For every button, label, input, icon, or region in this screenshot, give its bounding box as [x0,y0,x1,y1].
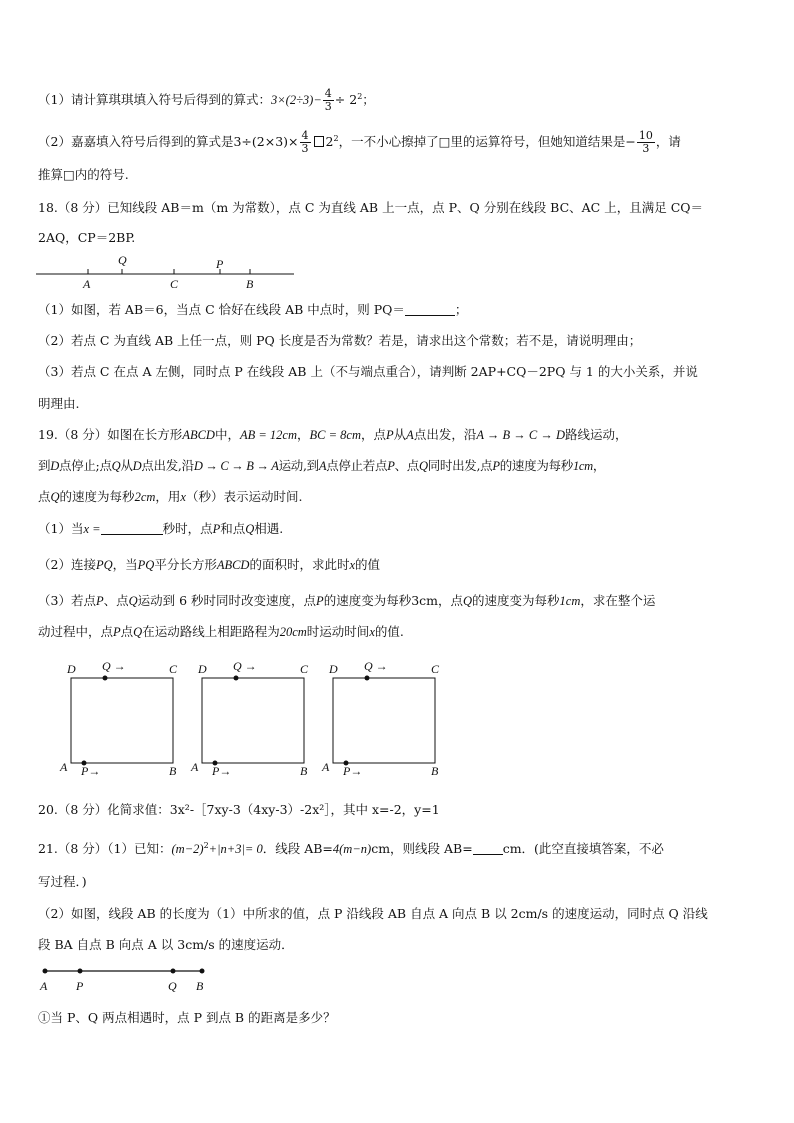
label-b: B [431,764,439,778]
t: 点 [38,489,51,504]
t: 路线运动， [565,427,628,442]
t: 的速度变为每秒3cm，点 [323,593,463,608]
t: Q [418,459,428,473]
q17-p1-frac-den: 3 [324,100,332,114]
q17-p2-result-den: 3 [642,142,650,156]
label-b: B [169,764,177,778]
q19-stem-line3 [38,488,302,506]
q17-p2-frac-num: 4 [301,129,309,143]
t: 的值 [355,557,381,572]
t: D [50,459,59,473]
q19-part2 [38,556,380,574]
q18-part2: （2）若点 C 为直线 AB 上任一点，则 PQ 长度是否为常数？若是，请求出这个常数；若不是，请说明理由； [38,333,642,348]
t: ， [592,458,606,473]
t: 在运动路线上相距路程为 [142,624,280,639]
t: ，当 [112,557,138,572]
t: BC = 8cm [309,428,361,442]
q17-p2-result-num: 10 [638,129,653,143]
t: 同时出发,点 [427,458,493,473]
t: 点出发,沿 [141,458,194,473]
label-p: P→ [212,764,232,778]
t: x [180,490,186,504]
q19-part1 [38,520,283,538]
t: 点停止若点 [326,458,388,473]
t: (m−2) [171,842,204,857]
label-q: Q → [102,659,126,673]
q21-part1-line1 [38,837,664,858]
label-q: Q → [364,659,388,673]
label-a: A [322,760,330,774]
t: Q [245,522,255,536]
q19-p1-answer-blank[interactable] [101,534,163,535]
t: 动过程中，点 [38,624,114,639]
label-q: Q → [233,659,257,673]
q21-part2-line1: （2）如图，线段 AB 的长度为（1）中所求的值，点 P 沿线段 AB 自点 A 向点 B 以 2cm/s 的速度运动，同时点 Q 沿线 [38,906,708,921]
label-p: P→ [343,764,363,778]
point-q [234,676,239,681]
q18-p1-end: ； [454,302,468,317]
t: P [95,594,104,608]
label-p: P [76,979,84,993]
q17-p2-fraction [300,130,311,155]
label-b: B [300,764,308,778]
q17-p2-mid: ，一不小心擦掉了□里的运算符号，但她知道结果是 [338,134,626,150]
t: 2cm [134,490,156,504]
t: 1cm [572,459,593,473]
erased-operator-box [314,136,324,147]
q19-stem-line1 [38,426,628,444]
t: 运动到 6 秒时同时改变速度，点 [137,593,317,608]
t: x = [83,522,101,536]
q17-p2-prefix: （2）嘉嘉填入符号后得到的算式是 [38,134,234,150]
q19-stem-line2 [38,457,605,475]
t: PQ [95,558,113,572]
q17-p2-exponent: 2 [333,134,339,143]
rectangle [71,678,173,763]
t: 、点 [103,593,129,608]
t: AB = 12cm [239,428,297,442]
q18-segment-figure [30,254,300,292]
q18-label-q: Q [118,254,127,267]
q19-rectangles-figure [55,655,455,780]
point-b [200,969,205,974]
q18-label-b: B [246,277,254,291]
label-a: A [40,979,48,993]
point-q [365,676,370,681]
t: ABCD [216,558,250,572]
label-c: C [169,662,178,676]
label-c: C [300,662,309,676]
t: 点停止;点 [58,458,112,473]
q21-sub1: ①当 P、Q 两点相遇时，点 P 到点 B 的距离是多少？ [38,1010,336,1025]
t: （秒）表示运动时间. [185,489,303,504]
rectangle [202,678,304,763]
t: D → C → B → A [193,459,279,473]
q21-part2-line2: 段 BA 自点 B 向点 A 以 3cm/s 的速度运动． [38,937,294,952]
q18-stem-line1: 18.（8 分）已知线段 AB＝m（m 为常数），点 C 为直线 AB 上一点，点 P、Q 分别在线段 BC、AC 上，且满足 CQ＝ [38,200,704,215]
t: 时运动时间 [306,624,370,639]
q18-label-p: P [216,257,224,271]
t: 平分长方形 [154,557,217,572]
q17-p2-result-sign: − [625,134,636,150]
label-q: Q [168,979,177,993]
point-a [43,969,48,974]
q18-p1-text: （1）如图，若 AB＝6，当点 C 恰好在线段 AB 中点时，则 PQ＝ [38,302,405,317]
q17-p2-line2: 推算□内的符号. [38,167,129,182]
t: P [386,428,394,442]
t: 相遇. [254,521,284,536]
t: 和点 [220,521,246,536]
t: A [318,459,327,473]
t: ， [297,427,310,442]
q17-p2-result-fraction [637,130,655,155]
q17-p1-expr-b: ÷ 2 [334,92,358,108]
q19-part3-line2 [38,623,404,641]
q17-p2-expr-a: 3÷(2×3)× [233,134,299,150]
t: A → B → C → D [476,428,565,442]
t: x [349,558,356,572]
t: Q [128,594,138,608]
q21-segment-figure [36,962,216,996]
t: P [492,459,500,473]
label-c: C [431,662,440,676]
t: 的速度为每秒 [499,458,573,473]
q17-p2-expr-b: 2 [325,134,334,150]
t: 19.（8 分）如图在长方形 [38,427,183,442]
t: Q [50,490,60,504]
t: ．线段 AB= [262,841,333,857]
t: 4(m−n) [332,842,372,857]
t: 从 [393,427,407,442]
t: （3）若点 [38,593,96,608]
q18-part3-line1: （3）若点 C 在点 A 左侧，同时点 P 在线段 AB 上（不与端点重合），请判断 2AP+CQ－2PQ 与 1 的大小关系，并说 [38,364,698,379]
t: ，求在整个运 [580,593,656,608]
t: cm，则线段 AB= [371,841,473,857]
t: 到 [38,458,51,473]
q19-part3-line1 [38,592,655,610]
point-q [103,676,108,681]
t: Q [111,459,121,473]
label-d: D [198,662,207,676]
q17-p1-frac-num: 4 [324,87,332,101]
q17-p2-suffix: ，请 [655,134,681,150]
t: 点出发，沿 [413,427,477,442]
t: （1）当 [38,521,84,536]
q18-stem-line2: 2AQ，CP＝2BP. [38,230,136,245]
q18-p1-answer-blank[interactable] [405,315,455,316]
label-d: D [329,662,338,676]
q21-part1-line2: 写过程．) [38,874,87,889]
t: P [212,522,221,536]
t: 的面积时，求此时 [249,557,350,572]
rect-figure-3 [321,659,440,778]
q18-label-c: C [170,277,179,291]
t: 的值. [374,624,404,639]
t: 从 [120,458,133,473]
t: 秒时，点 [162,521,213,536]
t: ABCD [182,428,215,442]
q17-p1-suffix: ； [362,92,375,108]
t: P [316,594,324,608]
label-b: B [196,979,204,993]
rectangle [333,678,435,763]
t: Q [133,625,143,639]
label-p: P→ [81,764,101,778]
t: 2 [203,841,209,850]
t: 、点 [394,458,419,473]
rect-figure-2 [190,659,309,778]
t: P [113,625,121,639]
t: 21.（8 分）（1）已知： [38,841,172,857]
q17-p1-fraction [323,88,334,113]
t: 点 [120,624,134,639]
t: ，用 [155,489,181,504]
t: 1cm [559,594,581,608]
t: 中， [214,427,240,442]
q18-part3-line2: 明理由. [38,396,80,411]
t: cm．(此空直接填答案，不必 [502,841,664,857]
q21-ab-answer-blank[interactable] [473,854,503,855]
point-q [171,969,176,974]
q17-p1-exponent: 2 [357,92,363,101]
label-d: D [67,662,76,676]
t: （2）连接 [38,557,96,572]
t: x [369,625,375,639]
q18-part1 [38,301,467,319]
t: 20cm [279,625,307,639]
t: P [387,459,395,473]
q18-label-a: A [83,277,91,291]
t: 运动,到 [278,458,319,473]
t: +|n+3|= 0 [208,842,263,857]
t: Q [463,594,473,608]
rect-figure-1 [59,659,178,778]
t: 的速度变为每秒 [472,593,560,608]
q20-question: 20.（8 分）化简求值：3x²-［7xy-3（4xy-3）-2x²］，其中 x=-2，y=1 [38,802,440,817]
t: A [406,428,414,442]
q17-p1-prefix: （1）请计算琪琪填入符号后得到的算式： [38,92,271,108]
q17-part1 [38,88,375,113]
t: D [132,459,142,473]
t: ，点 [361,427,387,442]
q17-p1-expr-a: 3×(2÷3)− [270,93,322,108]
point-p [78,969,83,974]
q17-p2-frac-den: 3 [301,142,309,156]
label-a: A [60,760,68,774]
t: PQ [137,558,155,572]
t: 的速度为每秒 [59,489,135,504]
label-a: A [191,760,199,774]
q17-part2 [38,130,681,155]
